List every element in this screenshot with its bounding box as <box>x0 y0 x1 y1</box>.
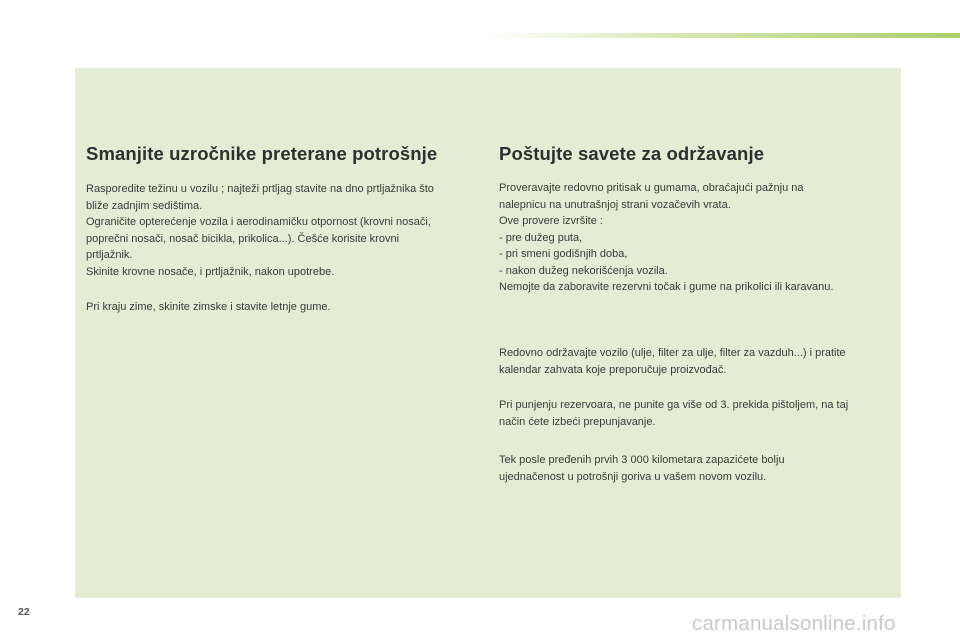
header-accent-bar <box>488 33 960 38</box>
text-line: Ograničite opterećenje vozila i aerodinamičku otpornost (krovni nosači, <box>86 216 431 228</box>
text-line: nalepnicu na unutrašnjoj strani vozačevih vrata. <box>499 198 731 211</box>
text-line: Pri kraju zime, skinite zimske i stavite letnje gume. <box>86 301 331 313</box>
text-line: Redovno održavajte vozilo (ulje, filter za ulje, filter za vazduh...) i pratite <box>499 347 846 359</box>
right-paragraph-1 <box>499 180 833 296</box>
text-line: način ćete izbeći prepunjavanje. <box>499 415 656 428</box>
right-heading: Poštujte savete za održavanje <box>499 143 765 164</box>
text-line: bliže zadnjim sedištima. <box>86 199 203 212</box>
text-line: kalendar zahvata koje preporučuje proizvođač. <box>499 363 727 376</box>
text-line: Pri punjenju rezervoara, ne punite ga više od 3. prekida pištoljem, na taj <box>499 399 849 411</box>
text-line: Rasporedite težinu u vozilu ; najteži prtljag stavite na dno prtljažnika što <box>86 183 434 195</box>
right-paragraph-3 <box>499 397 848 430</box>
text-line: - pri smeni godišnjih doba, <box>499 248 628 260</box>
content-panel <box>75 68 901 598</box>
text-line: - pre dužeg puta, <box>499 231 583 244</box>
text-line: ujednačenost u potrošnji goriva u vašem novom vozilu. <box>499 470 767 483</box>
text-line: Nemojte da zaboravite rezervni točak i gume na prikolici ili karavanu. <box>499 281 834 293</box>
text-line: Tek posle pređenih prvih 3 000 kilometara zapazićete bolju <box>499 454 785 466</box>
text-line: Skinite krovne nosače, i prtljažnik, nakon upotrebe. <box>86 265 335 278</box>
text-line: prtljažnik. <box>86 249 133 261</box>
left-heading: Smanjite uzročnike preterane potrošnje <box>86 143 438 164</box>
watermark: carmanualsonline.info <box>692 612 896 635</box>
left-paragraph-2 <box>86 299 331 316</box>
text-line: Ove provere izvršite : <box>499 215 603 227</box>
text-line: Proveravajte redovno pritisak u gumama, obraćajući pažnju na <box>499 182 804 194</box>
left-paragraph-1 <box>86 181 434 280</box>
text-line: poprečni nosači, nosač bicikla, prikolica...). Češće korisite krovni <box>86 232 400 245</box>
right-paragraph-4 <box>499 452 785 485</box>
page-number: 22 <box>18 606 30 618</box>
text-line: - nakon dužeg nekorišćenja vozila. <box>499 264 668 277</box>
right-paragraph-2 <box>499 345 846 378</box>
